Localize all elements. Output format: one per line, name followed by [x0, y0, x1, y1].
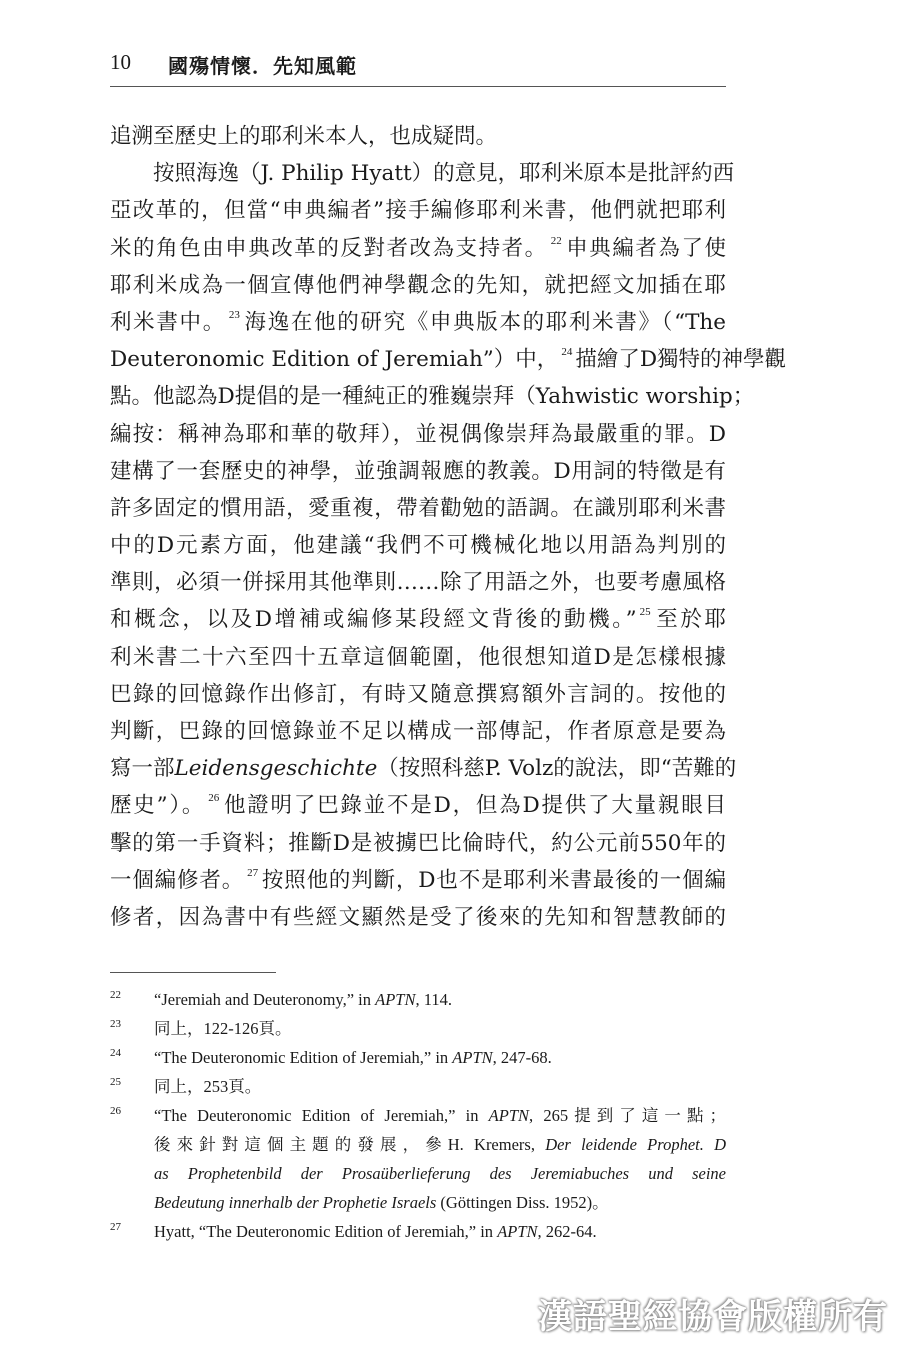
footnote — [110, 1101, 726, 1217]
footnote-line: as Prophetenbild der Prosaüberlieferung des Jeremiabuches und seine — [154, 1164, 726, 1183]
footnote-line: 後來針對這個主題的發展，參H. Kremers, Der leidende Prophet. D — [154, 1135, 726, 1154]
footnote — [110, 1072, 726, 1101]
text-line: 利米書二十六至四十五章這個範圍，他很想知道D是怎樣根據 — [110, 644, 726, 670]
text-line: 修者，因為書中有些經文顯然是受了後來的先知和智慧教師的 — [110, 904, 726, 930]
page-number: 10 — [110, 50, 131, 74]
text-line: 許多固定的慣用語，愛重複，帶着勸勉的語調。在識別耶利米書 — [110, 495, 726, 521]
text-line: 判斷，巴錄的回憶錄並不足以構成一部傳記，作者原意是要為 — [110, 719, 726, 744]
copyright-watermark: 漢語聖經協會版權所有 — [538, 1297, 888, 1337]
footnote-ref: 22 — [550, 234, 562, 247]
text-line: 點。他認為D提倡的是一種純正的雅巍崇拜（Yahwistic worship； — [110, 384, 755, 410]
running-header — [110, 50, 726, 84]
text-line: 一個編修者。 $^{27}$ 按照他的判斷，D也不是耶利米書最後的一個編 — [110, 866, 726, 893]
footnote-line: “The Deuteronomic Edition of Jeremiah,” in APTN, 247-68. — [154, 1048, 552, 1067]
footnote-line: 同上，253頁。 — [154, 1077, 262, 1096]
text-line: 編按：稱神為耶和華的敬拜），並視偶像崇拜為最嚴重的罪。D — [110, 421, 726, 447]
text-line: 巴錄的回憶錄作出修訂，有時又隨意撰寫額外言詞的。按他的 — [110, 681, 726, 707]
text-line: 亞改革的，但當“申典編者”接手編修耶利米書，他們就把耶利 — [110, 198, 726, 224]
text-line: 中的D元素方面，他建議“我們不可機械化地以用語為判別的 — [110, 533, 726, 559]
footnote-number: 27 — [110, 1221, 121, 1233]
footnote-line: “Jeremiah and Deuteronomy,” in APTN, 114. — [154, 990, 452, 1009]
footnote-number: 23 — [110, 1018, 121, 1030]
text-line: 準則，必須一併採用其他準則……除了用語之外，也要考慮風格 — [110, 570, 726, 596]
text-line: 歷史”）。 $^{26}$ 他證明了巴錄並不是D，但為D提供了大量親眼目 — [110, 792, 726, 819]
footnote — [110, 1217, 726, 1246]
text-line: Deuteronomic Edition of Jeremiah”）中， $^{24}$ 描繪了D獨特的神學觀 — [110, 346, 787, 373]
footnote-ref: 27 — [247, 866, 259, 879]
footnote — [110, 1014, 726, 1043]
footnote-number: 22 — [110, 989, 121, 1001]
footnote-ref: 24 — [561, 346, 573, 359]
text-line: 建構了一套歷史的神學，並強調報應的教義。D用詞的特徵是有 — [110, 458, 726, 484]
text-line: 擊的第一手資料；推斷D是被擄巴比倫時代，約公元前550年的 — [110, 830, 726, 856]
text-line: 利米書中。 $^{23}$ 海逸在他的研究《申典版本的耶利米書》（“The — [110, 308, 726, 335]
footnotes — [110, 985, 726, 1246]
footnote-ref: 23 — [228, 308, 240, 321]
footnote — [110, 985, 726, 1014]
book-title: 國殤情懷．先知風範 — [168, 54, 357, 78]
footnote-line: Bedeutung innerhalb der Prophetie Israels (Göttingen Diss. 1952)。 — [154, 1193, 609, 1212]
text-line: 米的角色由申典改革的反對者改為支持者。 $^{22}$ 申典編者為了使 — [110, 234, 726, 261]
text-line: 和概念，以及D增補或編修某段經文背後的動機。” $^{25}$ 至於耶 — [110, 606, 726, 633]
footnote-rule — [110, 972, 276, 973]
footnote-number: 26 — [110, 1105, 121, 1117]
footnote — [110, 1043, 726, 1072]
footnote-number: 25 — [110, 1076, 121, 1088]
footnote-number: 24 — [110, 1047, 121, 1059]
footnote-ref: 26 — [208, 792, 220, 805]
text-line: 按照海逸（J. Philip Hyatt）的意見，耶利米原本是批評約西 — [153, 161, 735, 187]
text-line: 寫一部Leidensgeschichte（按照科慈P. Volz的說法，即“苦難的 — [110, 756, 737, 782]
body-text — [110, 118, 787, 936]
footnote-line: 同上，122-126頁。 — [154, 1019, 292, 1038]
footnote-ref: 25 — [639, 606, 651, 619]
footnote-line: “The Deuteronomic Edition of Jeremiah,” in APTN, 265提到了這一點； — [154, 1106, 726, 1125]
footnote-line: Hyatt, “The Deuteronomic Edition of Jeremiah,” in APTN, 262-64. — [154, 1222, 597, 1241]
text-line: 追溯至歷史上的耶利米本人，也成疑問。 — [110, 124, 498, 149]
text-line: 耶利米成為一個宣傳他們神學觀念的先知，就把經文加插在耶 — [110, 272, 726, 298]
header-rule — [110, 86, 726, 87]
